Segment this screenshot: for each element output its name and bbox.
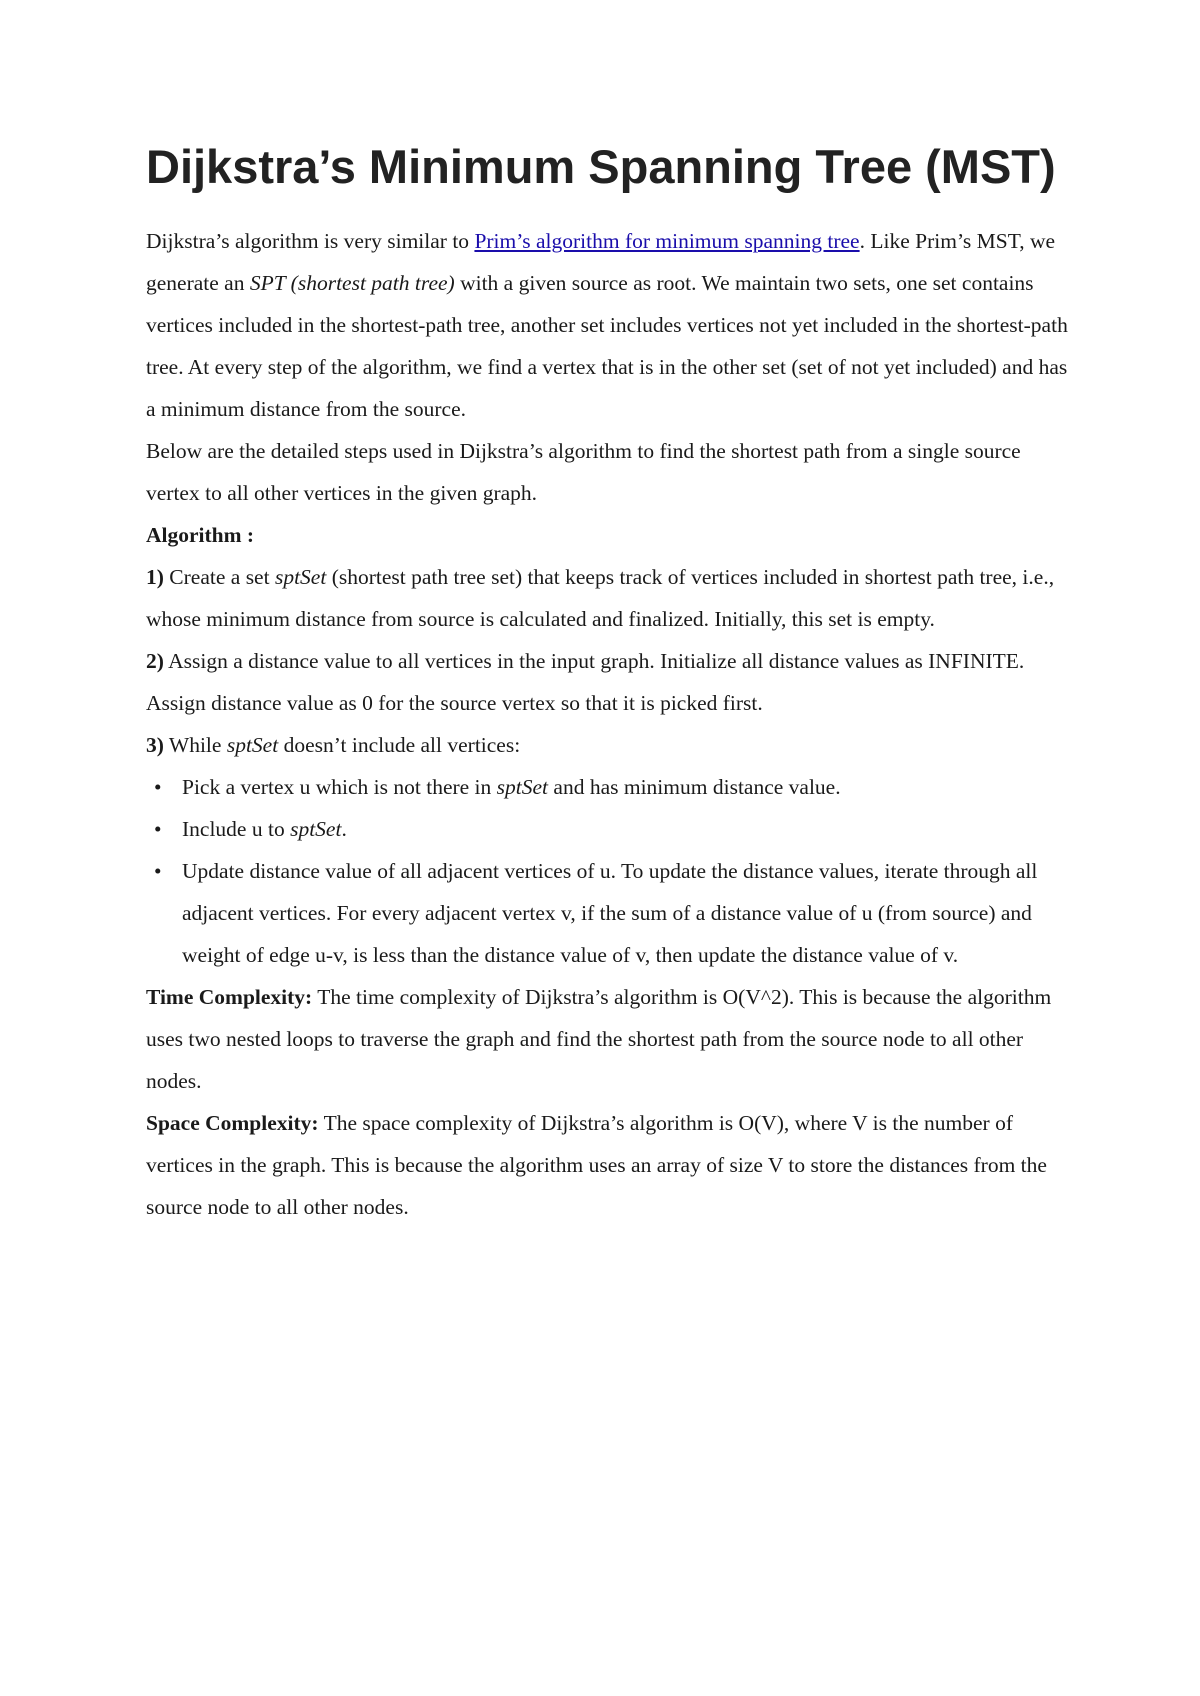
space-complexity-label: Space Complexity: bbox=[146, 1110, 319, 1135]
step-3-bullet-list bbox=[146, 766, 1076, 976]
intro-text-rest: with a given source as root. We maintain two sets, one set contains vertices included in the shortest-path tree, another set includes vertices not yet included in the shortest-path tree. At every step of the algorithm, we find a vertex that is in the other set (set of not yet included) and has a minimum distance from the source. bbox=[146, 270, 1068, 421]
step-2-number: 2) bbox=[146, 648, 164, 673]
bullet-1-text-rest: and has minimum distance value. bbox=[548, 774, 841, 799]
bullet-1-text-start: Pick a vertex u which is not there in bbox=[182, 774, 497, 799]
bullet-icon: • bbox=[154, 774, 162, 799]
document-page bbox=[146, 140, 1076, 1228]
step-1 bbox=[146, 556, 1076, 640]
list-item bbox=[146, 808, 1076, 850]
step-2-text: Assign a distance value to all vertices in the input graph. Initialize all distance values as INFINITE. Assign distance value as 0 for the source vertex so that it is picked first. bbox=[146, 648, 1025, 715]
bullet-2-text-rest: . bbox=[341, 816, 347, 841]
step-1-text-rest: (shortest path tree set) that keeps track of vertices included in shortest path tree, i.e., whose minimum distance from source is calculated and finalized. Initially, this set is empty. bbox=[146, 564, 1055, 631]
intro-text-start: Dijkstra’s algorithm is very similar to bbox=[146, 228, 475, 253]
time-complexity-text: The time complexity of Dijkstra’s algorithm is O(V^2). This is because the algorithm uses two nested loops to traverse the graph and find the shortest path from the source node to all other nodes. bbox=[146, 984, 1052, 1093]
step-2 bbox=[146, 640, 1076, 724]
step-3 bbox=[146, 724, 1076, 766]
step-3-text-rest: doesn’t include all vertices: bbox=[278, 732, 521, 757]
step-3-text-start: While bbox=[163, 732, 227, 757]
bullet-1-term: sptSet bbox=[496, 774, 549, 799]
space-complexity-paragraph bbox=[146, 1102, 1076, 1228]
time-complexity-label: Time Complexity: bbox=[146, 984, 313, 1009]
page-title: Dijkstra’s Minimum Spanning Tree (MST) bbox=[146, 140, 1056, 193]
bullet-icon: • bbox=[154, 816, 162, 841]
list-item bbox=[146, 766, 1076, 808]
prims-algorithm-link[interactable]: Prim’s algorithm for minimum spanning tree bbox=[474, 228, 860, 253]
intro-text-middle: . Like Prim’s MST, we generate an bbox=[146, 228, 1056, 295]
time-complexity-paragraph bbox=[146, 976, 1076, 1102]
step-3-number: 3) bbox=[146, 732, 164, 757]
bullet-2-term: sptSet bbox=[290, 816, 342, 841]
spt-term: SPT (shortest path tree) bbox=[249, 270, 455, 295]
step-3-term: sptSet bbox=[226, 732, 279, 757]
space-complexity-text: The space complexity of Dijkstra’s algorithm is O(V), where V is the number of vertices in the graph. This is because the algorithm uses an array of size V to store the distances from the source node to all other nodes. bbox=[146, 1110, 1047, 1219]
bullet-2-text-start: Include u to bbox=[182, 816, 291, 841]
steps-intro-paragraph: Below are the detailed steps used in Dijkstra’s algorithm to find the shortest path from a single source vertex to all other vertices in the given graph. bbox=[146, 438, 1021, 505]
algorithm-heading: Algorithm : bbox=[146, 522, 255, 547]
step-1-term: sptSet bbox=[274, 564, 327, 589]
list-item bbox=[146, 850, 1076, 976]
bullet-3-text: Update distance value of all adjacent vertices of u. To update the distance values, iterate through all adjacent vertices. For every adjacent vertex v, if the sum of a distance value of u (from source) and weight of edge u-v, is less than the distance value of v, then update the distance value of v. bbox=[182, 858, 1038, 967]
step-1-text-start: Create a set bbox=[163, 564, 275, 589]
step-1-number: 1) bbox=[146, 564, 164, 589]
intro-paragraph bbox=[146, 220, 1076, 430]
bullet-icon: • bbox=[154, 858, 162, 883]
